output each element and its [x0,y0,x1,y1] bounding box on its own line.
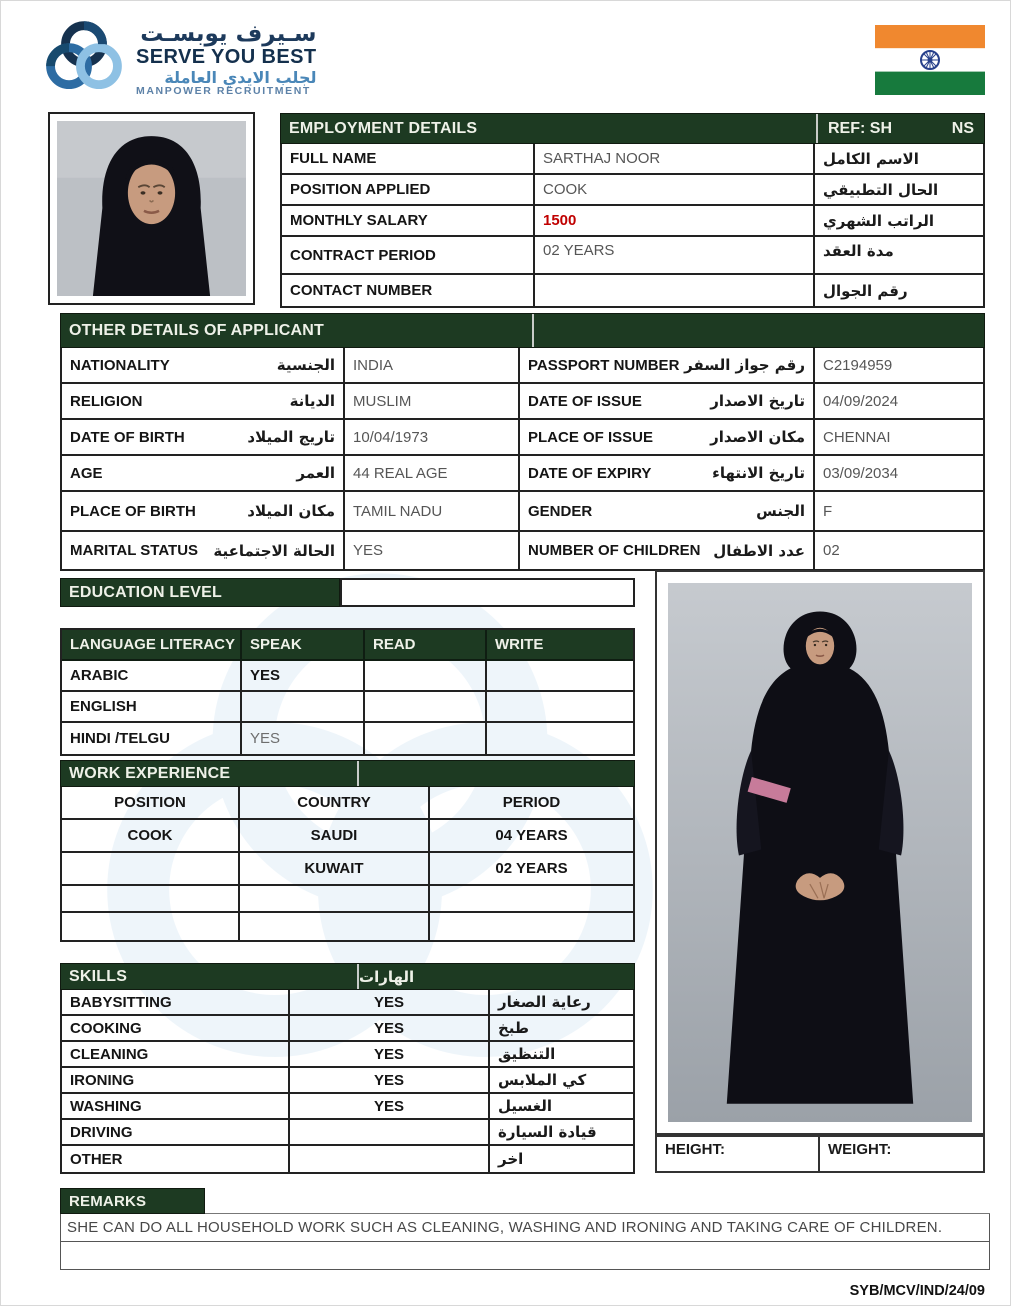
brand-arabic-name: سـيرف يوبسـت [140,21,317,48]
field-arabic: الجنسية [276,356,335,374]
remarks-title: REMARKS [69,1192,147,1210]
brand-text-block [136,22,316,97]
brand-tagline: MANPOWER RECRUITMENT [136,85,311,98]
field-value: 02 YEARS [535,237,815,275]
field-value: MUSLIM [345,384,520,420]
field-label: GENDER [528,502,593,520]
work-experience-section [60,760,635,942]
field-arabic: تاريج الميلاد [247,428,335,446]
position-value [62,886,240,913]
field-arabic: الراتب الشهري [815,206,983,237]
education-level-title: EDUCATION LEVEL [69,583,222,601]
field-value: INDIA [345,348,520,384]
skills-title: SKILLS [69,967,128,985]
field-value: 04/09/2024 [815,384,983,420]
field-value: 03/09/2034 [815,456,983,492]
brand-header [40,16,316,104]
skill-arabic: قيادة السيارة [490,1120,635,1146]
skill-arabic: التنظيق [490,1042,635,1068]
period-value [430,913,633,940]
field-label: DATE OF ISSUE [528,392,642,410]
field-value: YES [345,532,520,569]
document-ref-code: SYB/MCV/IND/24/09 [849,1283,985,1299]
field-label: AGE [70,464,103,482]
field-arabic: العمر [296,464,335,482]
period-value [430,886,633,913]
country-value: SAUDI [240,820,430,853]
field-value: F [815,492,983,532]
speak-value: YES [242,661,365,692]
skills-header [60,963,635,990]
applicant-portrait-photo [48,112,255,305]
field-value: COOK [535,175,815,206]
skill-value: YES [290,990,490,1016]
field-label: NATIONALITY [70,356,170,374]
skill-value: YES [290,1094,490,1120]
field-value: 02 [823,542,840,559]
work-experience-header [60,760,635,787]
country-value [240,913,430,940]
language-literacy-section [60,628,635,756]
field-label: DATE OF BIRTH [70,428,185,446]
column-header: COUNTRY [240,787,430,820]
column-header: LANGUAGE LITERACY [62,630,242,661]
field-arabic: الاسم الكامل [815,144,983,175]
education-level-value [340,578,635,607]
field-label: NUMBER OF CHILDREN [528,542,701,559]
skill-arabic: رعاية الصغار [490,990,635,1016]
language-name: HINDI /TELGU [62,723,242,754]
field-arabic: تاريخ الاصدار [710,392,805,410]
field-value: CHENNAI [815,420,983,456]
field-value: 44 REAL AGE [345,456,520,492]
position-value [62,853,240,886]
other-details-table [60,348,985,571]
skill-label: COOKING [62,1016,290,1042]
read-value [365,723,487,754]
field-label: CONTRACT PERIOD [282,237,535,275]
field-arabic: عدد الاطفال [713,541,805,560]
skill-arabic: اخر [498,1150,524,1168]
employment-details-header [280,113,985,144]
other-details-title: OTHER DETAILS OF APPLICANT [69,321,324,339]
skill-arabic: كي الملابس [490,1068,635,1094]
skill-arabic: طبخ [490,1016,635,1042]
skill-label: DRIVING [62,1120,290,1146]
field-arabic: مكان الميلاد [247,502,335,520]
skill-label: CLEANING [62,1042,290,1068]
field-label: DATE OF EXPIRY [528,464,652,482]
language-name: ENGLISH [62,692,242,723]
column-header: READ [365,630,487,661]
india-flag-icon [875,25,985,95]
remarks-text: SHE CAN DO ALL HOUSEHOLD WORK SUCH AS CLEANING, WASHING AND IRONING AND TAKING CARE OF CHILDREN. [61,1214,989,1242]
position-value [62,913,240,940]
skill-label: IRONING [62,1068,290,1094]
weight-label: WEIGHT: [828,1141,892,1158]
employment-table [280,144,985,308]
field-label: PLACE OF ISSUE [528,428,654,446]
read-value [365,661,487,692]
field-label: RELIGION [70,392,143,410]
skill-value [290,1146,490,1172]
field-value: 10/04/1973 [345,420,520,456]
education-level-section [60,578,635,607]
skill-arabic: الغسيل [490,1094,635,1120]
write-value [487,723,633,754]
field-label: MARITAL STATUS [70,542,199,559]
field-value: TAMIL NADU [345,492,520,532]
skill-label: OTHER [62,1146,290,1172]
write-value [487,692,633,723]
employment-details-section [280,113,985,308]
brand-arabic-tagline: لجلب الايدي العاملة [164,67,317,87]
write-value [487,661,633,692]
column-header: PERIOD [430,787,633,820]
country-value [240,886,430,913]
field-arabic: رقم جواز السفر [684,356,805,374]
column-header: SPEAK [242,630,365,661]
skill-value [290,1120,490,1146]
country-value: KUWAIT [240,853,430,886]
employment-details-title: EMPLOYMENT DETAILS [289,119,478,137]
field-arabic: مكان الاصدار [710,428,805,446]
syb-knot-logo-icon [40,16,128,104]
field-arabic: تاريخ الانتهاء [712,464,805,482]
field-value: SARTHAJ NOOR [535,144,815,175]
skill-value: YES [290,1016,490,1042]
skills-title-arabic: الهارات [357,964,634,989]
height-weight-row [655,1135,985,1173]
read-value [365,692,487,723]
field-label: MONTHLY SALARY [282,206,535,237]
applicant-fullbody-photo [655,570,985,1135]
field-arabic: الديانة [289,392,335,410]
field-arabic: الجنس [756,502,805,520]
height-label: HEIGHT: [657,1137,820,1171]
field-label: FULL NAME [282,144,535,175]
remarks-section [60,1188,990,1270]
field-label: CONTACT NUMBER [282,275,535,306]
skill-value: YES [290,1068,490,1094]
remarks-empty-row [61,1242,989,1269]
work-experience-title: WORK EXPERIENCE [69,764,231,782]
speak-value [242,692,365,723]
skill-value: YES [290,1042,490,1068]
other-details-header [60,313,985,348]
field-label: PLACE OF BIRTH [70,502,196,520]
period-value: 04 YEARS [430,820,633,853]
brand-name: SERVE YOU BEST [136,46,317,69]
language-name: ARABIC [62,661,242,692]
field-arabic: رقم الجوال [823,281,908,300]
field-label: POSITION APPLIED [282,175,535,206]
column-header: WRITE [487,630,633,661]
skill-label: BABYSITTING [62,990,290,1016]
field-label: PASSPORT NUMBER [528,356,680,374]
field-arabic: الحال التطبيقي [815,175,983,206]
period-value: 02 YEARS [430,853,633,886]
other-details-section [60,313,985,571]
field-arabic: مدة العقد [815,237,983,275]
skills-section [60,963,635,1174]
ref-label: REF: SH [828,119,892,137]
skill-label: WASHING [62,1094,290,1120]
column-header: POSITION [62,787,240,820]
field-value [535,275,815,306]
ref-code: NS [951,119,974,137]
speak-value: YES [242,723,365,754]
position-value: COOK [62,820,240,853]
field-value: C2194959 [815,348,983,384]
field-arabic: الحالة الاجتماعية [213,541,335,560]
salary-value: 1500 [535,206,815,237]
